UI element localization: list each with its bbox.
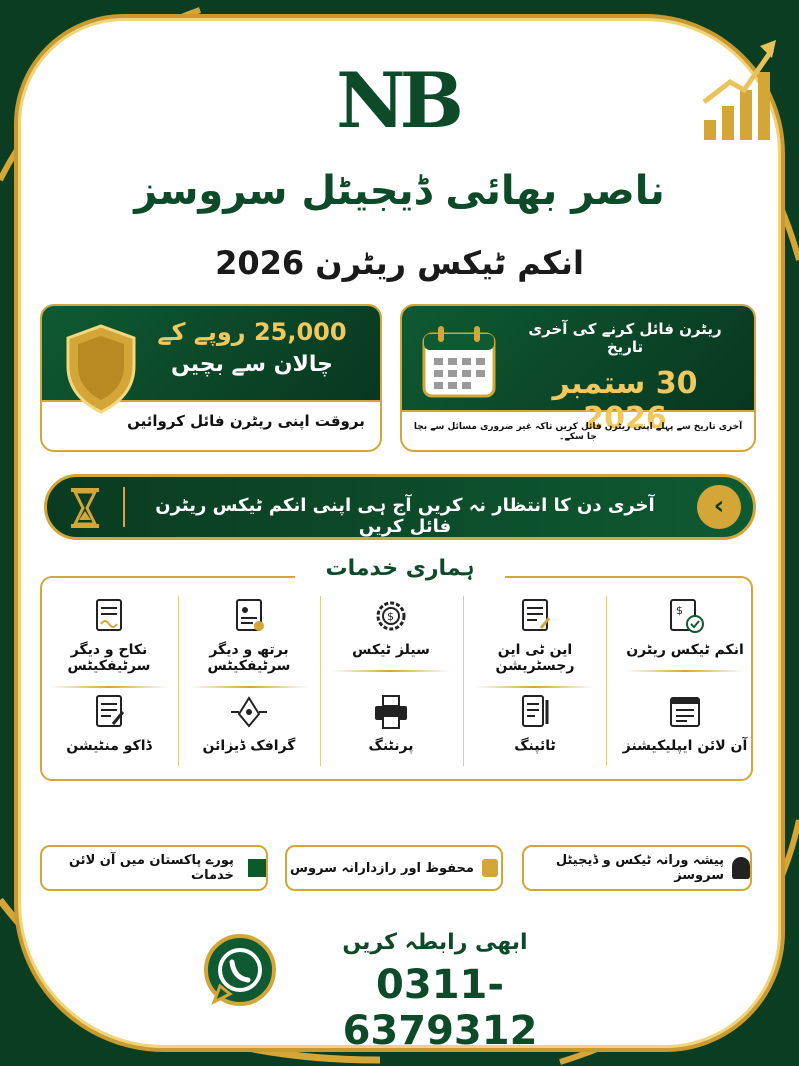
penalty-card	[40, 304, 382, 452]
penalty-text: چالان سے بچیں	[170, 352, 333, 377]
contact-label: ابھی رابطہ کریں	[342, 930, 528, 955]
deadline-card	[400, 304, 756, 452]
professional-person-icon	[732, 857, 750, 879]
penalty-amount: 25,000 روپے کے	[157, 318, 347, 346]
certificate-icon	[229, 598, 269, 634]
logo	[327, 54, 467, 146]
pakistan-flag-icon	[242, 859, 266, 877]
registration-form-icon	[515, 598, 555, 634]
service-typing[interactable]: ٹائپنگ	[470, 694, 600, 754]
logo-monogram: NB	[336, 55, 458, 145]
service-ntn-registration[interactable]: این ٹی این رجسٹریشن	[470, 598, 600, 688]
svg-text:$: $	[387, 610, 394, 623]
calendar-icon	[420, 324, 498, 400]
deadline-footer: آخری تاریخ سے پہلے اپنی ریٹرن فائل کریں تاکہ غیر ضروری مسائل سے بچا جا سکے۔	[413, 422, 743, 442]
lock-icon	[482, 859, 498, 877]
chevron-left-icon[interactable]: ‹	[697, 485, 741, 529]
badge-secure: محفوظ اور رازدارانہ سروس	[285, 845, 503, 891]
page-subtitle: انکم ٹیکس ریٹرن 2026	[215, 244, 584, 282]
badge-professional: پیشہ ورانہ ٹیکس و ڈیجیٹل سروسز	[522, 845, 752, 891]
service-graphic-design[interactable]: گرافک ڈیزائن	[184, 694, 314, 754]
service-online-applications[interactable]: آن لائن ایپلیکیشنز	[620, 694, 750, 754]
service-documentation[interactable]: ڈاکو منٹیشن	[44, 694, 174, 754]
service-nikah-certificates[interactable]: نکاح و دیگر سرٹیفکیٹس	[44, 598, 174, 688]
business-title: ناصر بھائی ڈیجیٹل سروسز	[134, 168, 665, 214]
hourglass-icon	[69, 487, 101, 529]
whatsapp-icon[interactable]	[200, 932, 278, 1010]
dollar-gear-icon	[371, 598, 411, 634]
growth-chart-icon	[700, 32, 780, 142]
deadline-date: 30 ستمبر 2026	[552, 366, 698, 436]
pen-tool-icon	[229, 694, 269, 730]
printer-icon	[371, 694, 411, 730]
contract-icon	[89, 598, 129, 634]
service-income-tax-return[interactable]: $ انکم ٹیکس ریٹرن	[620, 598, 750, 672]
shield-icon	[64, 324, 138, 414]
tax-document-icon	[665, 598, 705, 634]
badge-nationwide: پورے پاکستان میں آن لائن خدمات	[40, 845, 268, 891]
cta-banner[interactable]	[44, 474, 756, 540]
service-birth-certificates[interactable]: برتھ و دیگر سرٹیفکیٹس	[184, 598, 314, 688]
deadline-heading: ریٹرن فائل کرنے کی آخری تاریخ	[528, 320, 722, 356]
service-printing[interactable]: پرنٹنگ	[326, 694, 456, 754]
svg-text:$: $	[676, 604, 683, 617]
service-sales-tax[interactable]: $ سیلز ٹیکس	[326, 598, 456, 672]
penalty-footer: بروقت اپنی ریٹرن فائل کروائیں	[127, 412, 365, 430]
online-form-icon	[665, 694, 705, 730]
services-title: ہماری خدمات	[295, 556, 505, 592]
typing-document-icon	[515, 694, 555, 730]
phone-number[interactable]: 0311-6379312	[342, 962, 538, 1054]
cta-text: آخری دن کا انتظار نہ کریں آج ہی اپنی انکم ٹیکس ریٹرن فائل کریں	[155, 495, 655, 537]
documentation-icon	[89, 694, 129, 730]
